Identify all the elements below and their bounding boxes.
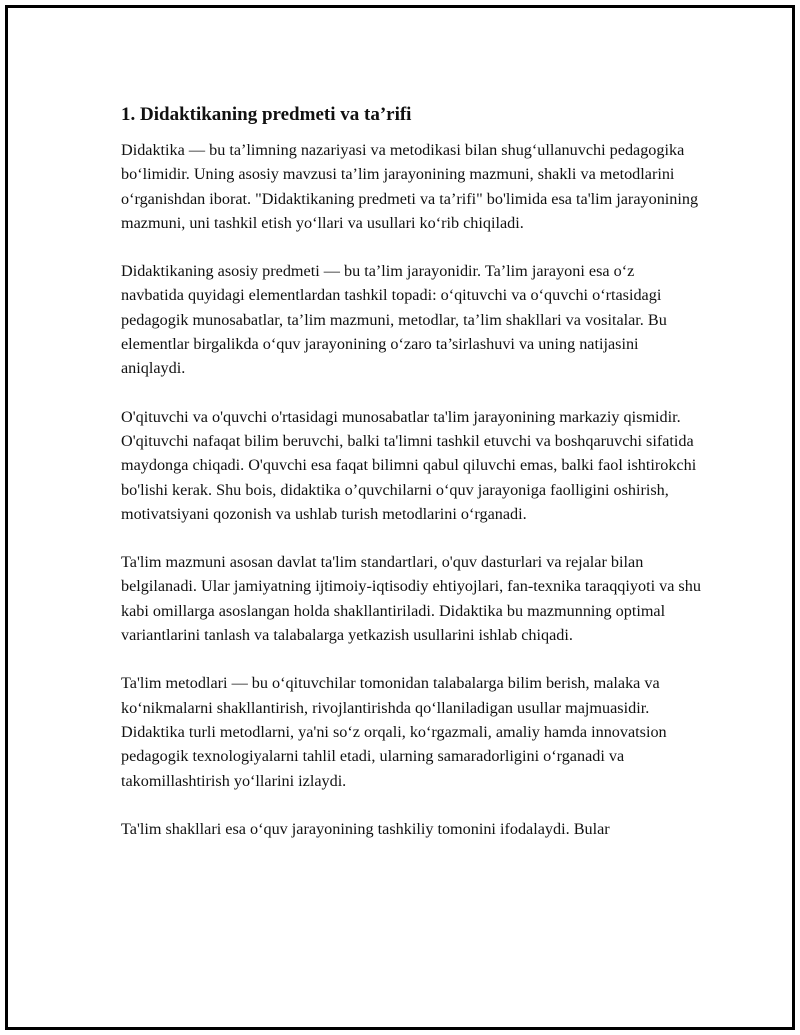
section-heading: 1. Didaktikaning predmeti va ta’rifi (121, 104, 412, 125)
paragraph-4: Ta'lim mazmuni asosan davlat ta'lim standartlari, o'quv dasturlari va rejalar bilan belgilanadi. Ular jamiyatning ijtimoiy-iqtisodiy ehtiyojlari, fan-texnika taraqqiyoti va shu kabi omillarga asoslangan holda shakllantiriladi. Didaktika bu mazmunning optimal variantlarini tanlash va talabalarga yetkazish usullarini ishlab chiqadi. (121, 553, 701, 645)
paragraph-2: Didaktikaning asosiy predmeti — bu ta’lim jarayonidir. Ta’lim jarayoni esa o‘z navbatida quyidagi elementlardan tashkil topadi: o‘qituvchi va o‘quvchi o‘rtasidagi pedagogik munosabatlar, ta’lim mazmuni, metodlar, ta’lim shakllari va vositalar. Bu elementlar birgalikda o‘quv jarayonining o‘zaro ta’sirlashuvi va uning natijasini aniqlaydi. (121, 262, 667, 378)
document-body (121, 102, 701, 865)
page-frame (5, 5, 795, 1030)
paragraph-6: Ta'lim shakllari esa o‘quv jarayonining tashkiliy tomonini ifodalaydi. Bular (121, 819, 610, 838)
paragraph-3: O'qituvchi va o'quvchi o'rtasidagi munosabatlar ta'lim jarayonining markaziy qismidir. O'qituvchi nafaqat bilim beruvchi, balki ta'limni tashkil etuvchi va boshqaruvchi sifatida maydonga chiqadi. O'quvchi esa faqat bilimni qabul qiluvchi emas, balki faol ishtirokchi bo'lishi kerak. Shu bois, didaktika o’quvchilarni o‘quv jarayoniga faolligini oshirish, motivatsiyani qozonish va ushlab turish metodlarini o‘rganadi. (121, 407, 697, 523)
paragraph-1: Didaktika — bu ta’limning nazariyasi va metodikasi bilan shug‘ullanuvchi pedagogika bo‘limidir. Uning asosiy mavzusi ta’lim jarayonining mazmuni, shakli va metodlarini o‘rganishdan iborat. "Didaktikaning predmeti va ta’rifi" bo'limida esa ta'lim jarayonining mazmuni, uni tashkil etish yo‘llari va usullari ko‘rib chiqiladi. (121, 141, 699, 232)
paragraph-5: Ta'lim metodlari — bu o‘qituvchilar tomonidan talabalarga bilim berish, malaka va ko‘nikmalarni shakllantirish, rivojlantirishda qo‘llaniladigan usullar majmuasidir. Didaktika turli metodlarni, ya'ni so‘z orqali, ko‘rgazmali, amaliy hamda innovatsion pedagogik texnologiyalarni tahlil etadi, ularning samaradorligini o‘rganadi va takomillashtirish yo‘llarini izlaydi. (121, 674, 667, 790)
